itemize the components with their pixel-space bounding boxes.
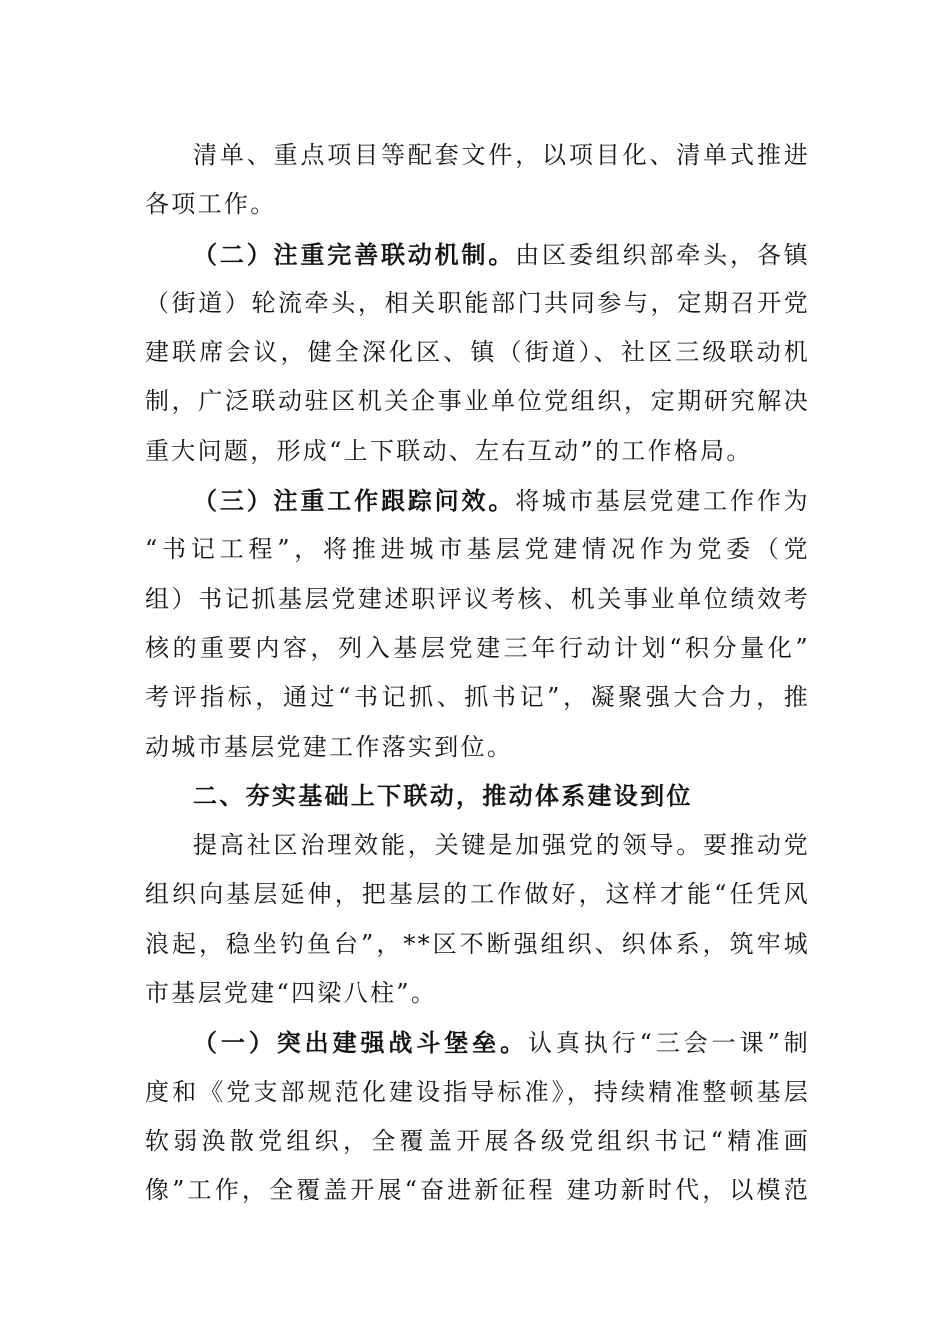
text-line: 组）书记抓基层党建述职评议考核、机关事业单位绩效考 xyxy=(145,584,810,613)
text-line: 像”工作，全覆盖开展“奋进新征程 建功新时代，以模范 xyxy=(145,1176,810,1205)
text-line: 组织向基层延伸，把基层的工作做好，这样才能“任凭风 xyxy=(145,880,810,909)
text-line: 考评指标，通过“书记抓、抓书记”，凝聚强大合力，推 xyxy=(145,683,810,712)
text-line: “书记工程”，将推进城市基层党建情况作为党委（党 xyxy=(145,535,810,564)
text-line: 重大问题，形成“上下联动、左右互动”的工作格局。 xyxy=(145,436,753,465)
text-line xyxy=(145,230,810,279)
section-lead: （二）注重完善联动机制。 xyxy=(193,239,516,269)
text-line: 提高社区治理效能，关键是加强党的领导。要推动党 xyxy=(193,831,810,860)
section-lead: （三）注重工作跟踪问效。 xyxy=(193,486,516,516)
section-lead: （一）突出建强战斗堡垒。 xyxy=(193,1028,528,1058)
text-line xyxy=(145,1018,810,1067)
text-line: 核的重要内容，列入基层党建三年行动计划“积分量化” xyxy=(145,633,810,662)
text-run: 由区委组织部牵头，各镇 xyxy=(515,240,810,269)
text-line: 动城市基层党建工作落实到位。 xyxy=(145,732,514,761)
text-run: 将城市基层党建工作作为 xyxy=(515,487,810,516)
text-line: （街道）轮流牵头，相关职能部门共同参与，定期召开党 xyxy=(145,288,810,317)
document-page xyxy=(145,131,810,1216)
text-line: 各项工作。 xyxy=(145,190,277,219)
text-line: 软弱涣散党组织，全覆盖开展各级党组织书记“精准画 xyxy=(145,1126,810,1155)
text-run: 认真执行“三会一课”制 xyxy=(528,1029,810,1058)
text-line: 制，广泛联动驻区机关企事业单位党组织，定期研究解决 xyxy=(145,387,810,416)
text-line: 清单、重点项目等配套文件，以项目化、清单式推进 xyxy=(193,141,810,169)
text-line xyxy=(145,476,810,525)
text-line: 浪起，稳坐钓鱼台”，**区不断强组织、织体系，筑牢城 xyxy=(145,929,810,958)
text-line: 市基层党建“四梁八柱”。 xyxy=(145,979,438,1008)
section-heading: 二、夯实基础上下联动，推动体系建设到位 xyxy=(193,781,693,810)
text-line: 建联席会议，健全深化区、镇（街道）、社区三级联动机 xyxy=(145,338,810,367)
text-line: 度和《党支部规范化建设指导标准》，持续精准整顿基层 xyxy=(145,1077,810,1106)
